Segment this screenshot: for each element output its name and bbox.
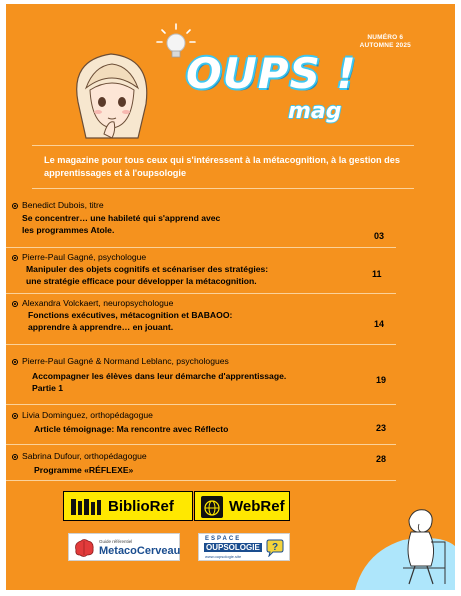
bullet-icon [12,255,18,261]
issue-info [360,34,411,50]
question-bubble-icon [265,539,285,557]
toc-title[interactable]: Manipuler des objets cognitifs et scénariser des stratégies: une stratégie efficace pour développer la métacognition. [26,264,269,286]
oupsologie-label: OUPSOLOGIE [206,543,260,552]
toc-author: Pierre-Paul Gagné & Normand Leblanc, psychologues [12,356,229,366]
toc-author: Benedict Dubois, titre [12,200,104,210]
girl-illustration [56,42,166,142]
toc-page-number: 28 [376,454,387,464]
thinking-kid-illustration [345,480,455,590]
divider [6,404,396,405]
toc-page-number: 14 [374,319,385,329]
toc-author: Sabrina Dufour, orthopédagogue [12,451,147,461]
toc-author: Livia Dominguez, orthopédagogue [12,410,153,420]
divider [6,344,396,345]
toc-title[interactable]: Fonctions exécutives, métacognition et BABAOO: apprendre à apprendre… en jouant. [28,310,233,332]
brain-icon [73,538,95,558]
bullet-icon [12,359,18,365]
issue-number: NUMÉRO 6 [367,34,404,41]
bullet-icon [12,301,18,307]
biblioref-button[interactable] [63,491,193,521]
divider [32,145,414,146]
toc-title[interactable]: Article témoignage: Ma rencontre avec Réflecto [34,424,229,434]
divider [6,480,396,481]
webref-label: WebRef [229,498,285,515]
masthead-title: OUPS ! [186,49,357,98]
bullet-icon [12,203,18,209]
metacerveau-button[interactable] [68,533,180,561]
toc-title[interactable]: Se concentrer… une habileté qui s'apprend avec les programmes Atole. [22,213,221,235]
toc-title[interactable]: Programme «RÉFLEXE» [34,465,134,475]
bullet-icon [12,413,18,419]
webref-button[interactable] [194,491,290,521]
svg-text:?: ? [271,542,279,553]
masthead-subtitle: mag [288,99,342,124]
divider [32,188,414,189]
metacerveau-label: MetacoCerveau [99,545,181,557]
espace-url: www.oupsologie.site [205,554,242,559]
issue-season: AUTOMNE 2025 [359,42,411,49]
metacerveau-caption: Guide référentiel [99,539,133,544]
espace-label: ESPACE [205,536,242,542]
toc-author: Pierre-Paul Gagné, psychologue [12,252,146,262]
www-globe-icon [200,495,224,519]
espace-oupsologie-button[interactable] [198,533,290,561]
divider [6,444,396,445]
toc-page-number: 23 [376,423,387,433]
divider [6,247,396,248]
biblioref-label: BiblioRef [108,498,174,515]
toc-title[interactable]: Accompagner les élèves dans leur démarche d'apprentissage. Partie 1 [32,371,287,393]
divider [6,293,396,294]
tagline: Le magazine pour tous ceux qui s'intéressent à la métacognition, à la gestion des apprentissages et à l'oupsologie [44,155,400,178]
toc-author: Alexandra Volckaert, neuropsychologue [12,298,173,308]
toc-page-number: 19 [376,375,387,385]
bullet-icon [12,454,18,460]
toc-page-number: 11 [372,269,382,279]
toc-page-number: 03 [374,231,385,241]
books-icon [70,498,102,516]
magazine-cover [6,4,455,590]
